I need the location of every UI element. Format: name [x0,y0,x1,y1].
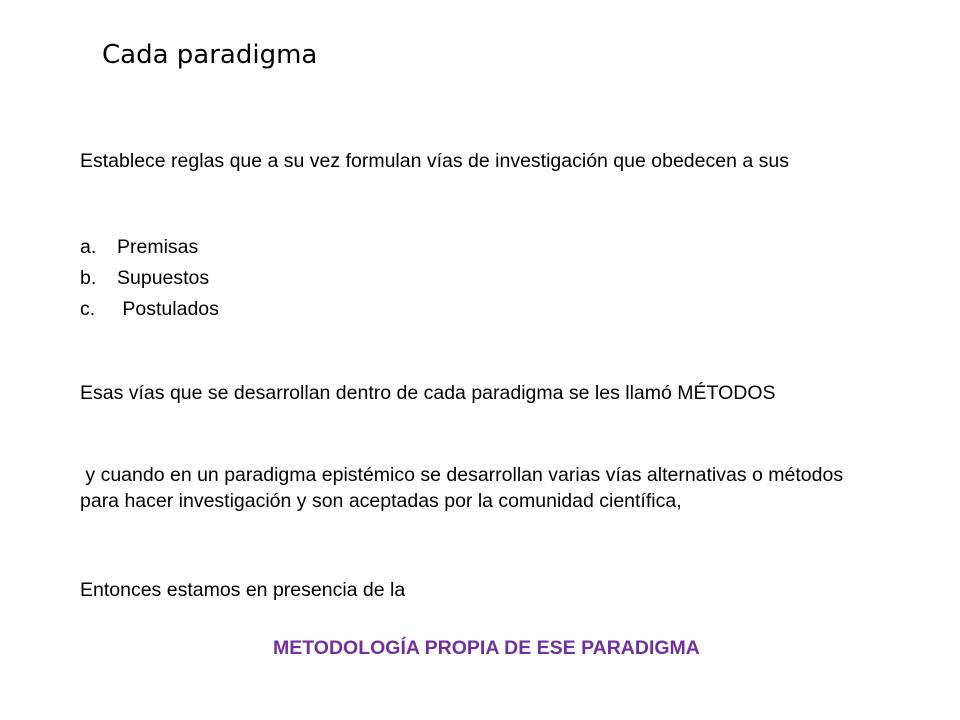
list-item-text: Premisas [117,236,199,258]
list-item-text: Supuestos [117,267,210,289]
methods-paragraph: Esas vías que se desarrollan dentro de cada paradigma se les llamó MÉTODOS [80,382,776,404]
list-item [80,232,219,263]
premises-list [80,232,219,325]
list-item-text: Postulados [117,298,219,320]
slide-title: Cada paradigma [102,40,318,70]
list-marker: c. [80,298,96,320]
conclusion-paragraph: Entonces estamos en presencia de la [80,579,406,601]
alternatives-paragraph: y cuando en un paradigma epistémico se desarrollan varias vías alternativas o métodos para hacer investigación y son aceptadas por la comunidad científica, [80,464,849,512]
list-item [80,263,219,294]
list-item [80,294,219,325]
list-marker: b. [80,267,97,289]
intro-paragraph: Establece reglas que a su vez formulan vías de investigación que obedecen a sus [80,150,789,172]
list-marker: a. [80,236,97,258]
methodology-emphasis: METODOLOGÍA PROPIA DE ESE PARADIGMA [273,637,700,659]
